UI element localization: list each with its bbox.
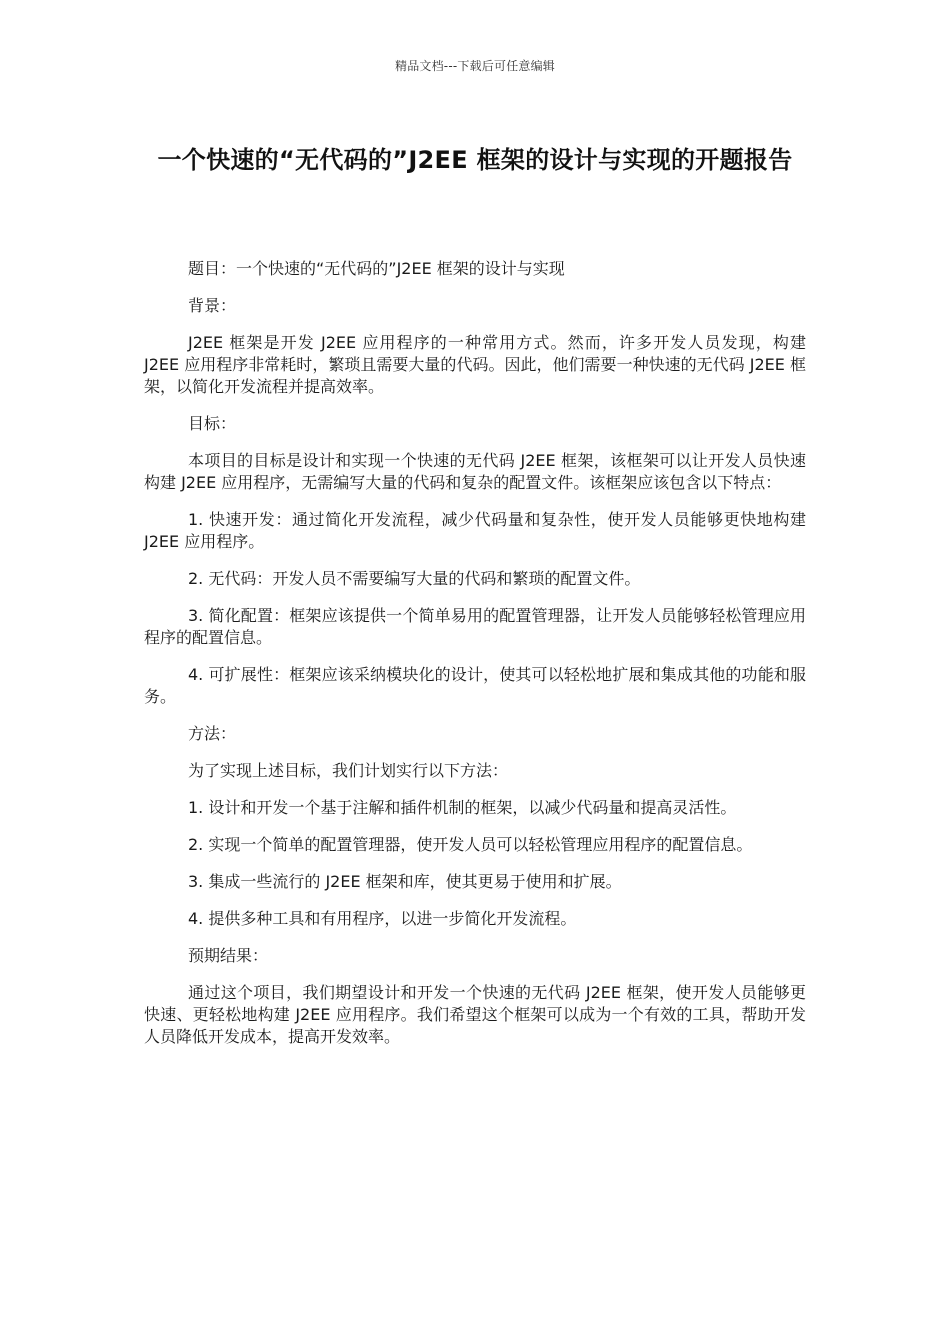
method-item-1: 1. 设计和开发一个基于注解和插件机制的框架，以减少代码量和提高灵活性。 [188, 798, 737, 817]
paragraph-expected-results: 通过这个项目，我们期望设计和开发一个快速的无代码 J2EE 框架，使开发人员能够更快速、更轻松地构建 J2EE 应用程序。我们希望这个框架可以成为一个有效的工具，帮助开发人员降低开发成本，提高开发效率。 [144, 983, 806, 1046]
paragraph-goal: 本项目的目标是设计和实现一个快速的无代码 J2EE 框架，该框架可以让开发人员快速构建 J2EE 应用程序，无需编写大量的代码和复杂的配置文件。该框架应该包含以下特点： [144, 451, 806, 492]
heading-goal: 目标： [188, 414, 237, 433]
method-item-3: 3. 集成一些流行的 J2EE 框架和库，使其更易于使用和扩展。 [188, 872, 622, 891]
method-item-4: 4. 提供多种工具和有用程序，以进一步简化开发流程。 [188, 909, 577, 928]
heading-method: 方法： [188, 724, 237, 743]
paragraph-background: J2EE 框架是开发 J2EE 应用程序的一种常用方式。然而，许多开发人员发现，构建 J2EE 应用程序非常耗时，繁琐且需要大量的代码。因此，他们需要一种快速的无代码 J2EE 框架，以简化开发流程并提高效率。 [144, 333, 806, 396]
feature-item-1: 1. 快速开发：通过简化开发流程，减少代码量和复杂性，使开发人员能够更快地构建 J2EE 应用程序。 [144, 510, 806, 551]
header-note: 精品文档---下载后可任意编辑 [395, 59, 555, 73]
heading-expected-results: 预期结果： [188, 946, 269, 965]
feature-item-2: 2. 无代码：开发人员不需要编写大量的代码和繁琐的配置文件。 [188, 569, 641, 588]
feature-item-3: 3. 简化配置：框架应该提供一个简单易用的配置管理器，让开发人员能够轻松管理应用程序的配置信息。 [144, 606, 806, 647]
method-item-2: 2. 实现一个简单的配置管理器，使开发人员可以轻松管理应用程序的配置信息。 [188, 835, 753, 854]
feature-item-4: 4. 可扩展性：框架应该采纳模块化的设计，使其可以轻松地扩展和集成其他的功能和服务。 [144, 665, 806, 706]
document-title: 一个快速的“无代码的”J2EE 框架的设计与实现的开题报告 [157, 146, 793, 174]
paragraph-method-intro: 为了实现上述目标，我们计划实行以下方法： [188, 761, 509, 780]
document-body [144, 258, 806, 1063]
paragraph-topic: 题目：一个快速的“无代码的”J2EE 框架的设计与实现 [188, 259, 565, 278]
heading-background: 背景： [188, 296, 237, 315]
